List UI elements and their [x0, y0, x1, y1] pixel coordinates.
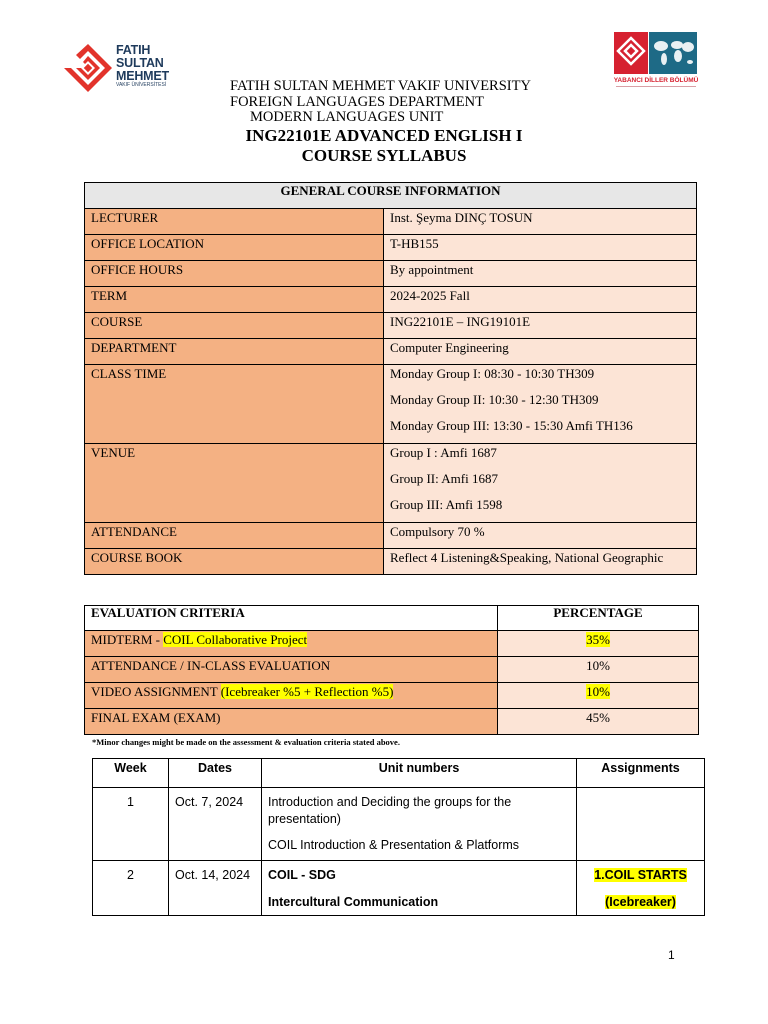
- venue-group1: Group I : Amfi 1687: [390, 445, 497, 460]
- class-time-group3: Monday Group III: 13:30 - 15:30 Amfi TH136: [390, 418, 633, 433]
- page-number: 1: [668, 948, 675, 962]
- table-row: [85, 261, 697, 287]
- logo-text-line2: SULTAN: [116, 56, 164, 70]
- row-label: OFFICE LOCATION: [85, 235, 384, 261]
- week-number: 2: [93, 861, 169, 916]
- unit-line: Intercultural Communication: [268, 895, 439, 909]
- department-name: FOREIGN LANGUAGES DEPARTMENT: [230, 94, 484, 110]
- document-title: COURSE SYLLABUS: [301, 146, 467, 165]
- midterm-label: MIDTERM -: [91, 632, 164, 647]
- evaluation-note: *Minor changes might be made on the assessment & evaluation criteria stated above.: [92, 737, 400, 747]
- week-units: [262, 788, 577, 861]
- table-row: [85, 444, 697, 523]
- course-title: ING22101E ADVANCED ENGLISH I: [245, 126, 523, 145]
- week-number: 1: [93, 788, 169, 861]
- general-course-info-table: [84, 182, 697, 575]
- evaluation-criteria-table: [84, 605, 699, 735]
- week-date: Oct. 14, 2024: [169, 861, 262, 916]
- video-pct-value: 10%: [586, 684, 610, 699]
- weekly-schedule-table: [92, 758, 705, 916]
- table-row: [85, 709, 699, 735]
- row-label: COURSE BOOK: [85, 549, 384, 575]
- venue-values: [384, 444, 697, 523]
- logo-subtitle: VAKIF ÜNİVERSİTESİ: [116, 82, 167, 88]
- week-header: Week: [93, 759, 169, 788]
- unit-name: MODERN LANGUAGES UNIT: [250, 109, 444, 125]
- table-heading: GENERAL COURSE INFORMATION: [85, 183, 697, 209]
- table-row: [85, 235, 697, 261]
- row-value: By appointment: [384, 261, 697, 287]
- venue-group2: Group II: Amfi 1687: [390, 471, 498, 486]
- row-label: VENUE: [85, 444, 384, 523]
- unit-line: COIL Introduction & Presentation & Platforms: [268, 838, 520, 852]
- row-value: Reflect 4 Listening&Speaking, National Geographic: [384, 549, 697, 575]
- criteria-header: EVALUATION CRITERIA: [85, 606, 498, 631]
- assignments-header: Assignments: [577, 759, 705, 788]
- week-date: Oct. 7, 2024: [169, 788, 262, 861]
- unit-line: COIL - SDG: [268, 868, 336, 882]
- midterm-highlight: COIL Collaborative Project: [163, 632, 308, 647]
- department-caption: YABANCI DİLLER BÖLÜMÜ: [613, 77, 699, 84]
- midterm-criteria: [85, 631, 498, 657]
- caption-divider: [616, 86, 696, 87]
- midterm-pct-value: 35%: [586, 632, 610, 647]
- class-time-group1: Monday Group I: 08:30 - 10:30 TH309: [390, 366, 595, 381]
- table-row: [85, 287, 697, 313]
- week-units: [262, 861, 577, 916]
- table-row: [85, 523, 697, 549]
- class-time-group2: Monday Group II: 10:30 - 12:30 TH309: [390, 392, 599, 407]
- dates-header: Dates: [169, 759, 262, 788]
- table-row: [85, 365, 697, 444]
- table-row: [93, 788, 705, 861]
- row-value: Computer Engineering: [384, 339, 697, 365]
- midterm-percentage: [498, 631, 699, 657]
- table-row: [85, 549, 697, 575]
- table-row: [85, 313, 697, 339]
- row-label: LECTURER: [85, 209, 384, 235]
- percentage-header: PERCENTAGE: [498, 606, 699, 631]
- final-percentage: 45%: [498, 709, 699, 735]
- attendance-criteria: ATTENDANCE / IN-CLASS EVALUATION: [85, 657, 498, 683]
- final-criteria: FINAL EXAM (EXAM): [85, 709, 498, 735]
- row-label: TERM: [85, 287, 384, 313]
- row-label: COURSE: [85, 313, 384, 339]
- logo-text-line3: MEHMET: [116, 69, 169, 83]
- assignment-line: (Icebreaker): [605, 895, 676, 909]
- video-highlight: (Icebreaker %5 + Reflection %5): [220, 684, 394, 699]
- attendance-percentage: 10%: [498, 657, 699, 683]
- class-time-values: [384, 365, 697, 444]
- table-row: [85, 339, 697, 365]
- university-name: FATIH SULTAN MEHMET VAKIF UNIVERSITY: [230, 78, 531, 94]
- row-label: CLASS TIME: [85, 365, 384, 444]
- week-assignment: [577, 861, 705, 916]
- department-logo: [612, 32, 698, 94]
- video-percentage: [498, 683, 699, 709]
- table-row: [85, 631, 699, 657]
- venue-group3: Group III: Amfi 1598: [390, 497, 503, 512]
- row-value: T-HB155: [384, 235, 697, 261]
- row-value: Inst. Şeyma DINÇ TOSUN: [384, 209, 697, 235]
- row-value: ING22101E – ING19101E: [384, 313, 697, 339]
- logo-text-line1: FATIH: [116, 43, 151, 57]
- row-label: ATTENDANCE: [85, 523, 384, 549]
- table-row: [93, 861, 705, 916]
- row-label: DEPARTMENT: [85, 339, 384, 365]
- row-label: OFFICE HOURS: [85, 261, 384, 287]
- table-row: [85, 209, 697, 235]
- university-logo: [62, 42, 182, 94]
- unit-line: Introduction and Deciding the groups for the presentation): [268, 795, 512, 826]
- emblem-icon: [614, 32, 648, 74]
- table-row: [85, 683, 699, 709]
- fsm-emblem-icon: [62, 42, 114, 94]
- world-map-icon: [649, 32, 697, 74]
- week-assignment: [577, 788, 705, 861]
- row-value: 2024-2025 Fall: [384, 287, 697, 313]
- row-value: Compulsory 70 %: [384, 523, 697, 549]
- table-row: [85, 657, 699, 683]
- assignment-line: 1.COIL STARTS: [594, 868, 687, 882]
- video-criteria: [85, 683, 498, 709]
- units-header: Unit numbers: [262, 759, 577, 788]
- video-label: VIDEO ASSIGNMENT: [91, 684, 221, 699]
